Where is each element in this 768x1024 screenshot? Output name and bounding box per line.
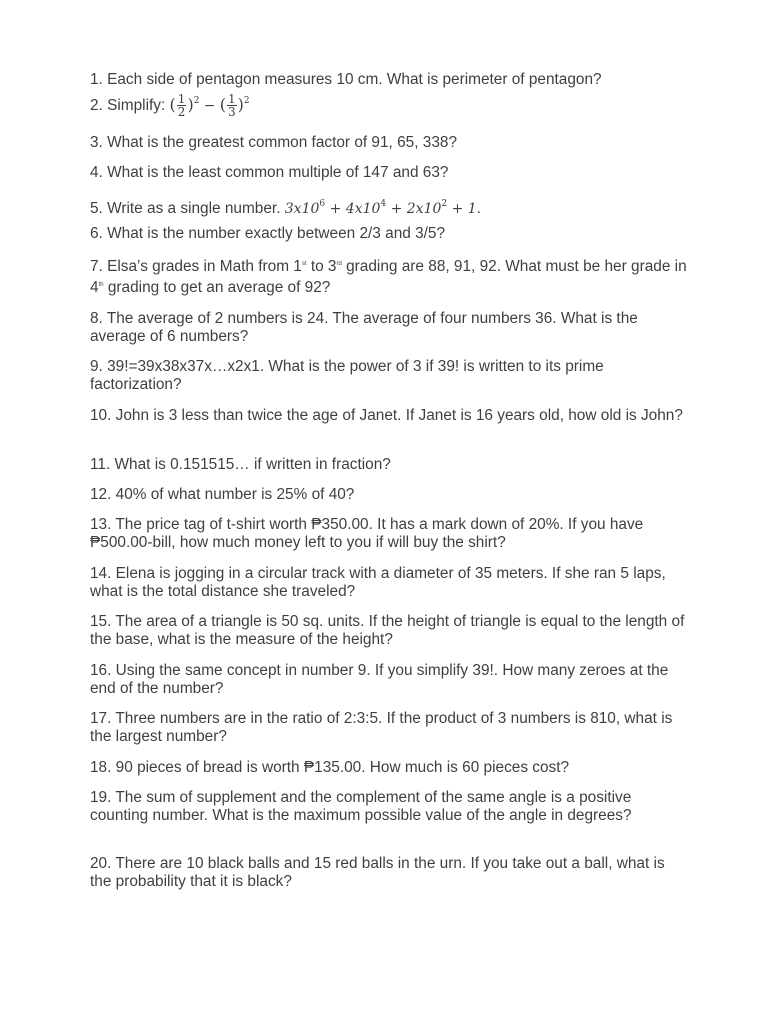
term-3-exponent: 2 [441,199,448,209]
fraction-one-third [227,93,237,118]
question-8: 8. The average of 2 numbers is 24. The average of four numbers 36. What is the average of 6 numbers? [90,310,638,346]
fraction-2-denominator: 3 [227,105,236,120]
question-3: 3. What is the greatest common factor of 91, 65, 338? [90,134,458,151]
term-2: 4x10 [345,201,381,217]
plus-3: + 1 [447,201,477,217]
question-17: 17. Three numbers are in the ratio of 2:3:5. If the product of 3 numbers is 810, what is the largest number? [90,710,673,746]
question-1: 1. Each side of pentagon measures 10 cm. What is perimeter of pentagon? [90,71,602,88]
question-14: 14. Elena is jogging in a circular track with a diameter of 35 meters. If she ran 5 laps, what is the total distance she traveled? [90,565,666,601]
question-4: 4. What is the least common multiple of 147 and 63? [90,164,449,181]
term-3: 2x10 [406,201,442,217]
question-12: 12. 40% of what number is 25% of 40? [90,486,355,503]
question-5-prefix: 5. Write as a single number. [90,200,285,217]
question-7-part-c: grading are 88, 91, 92. What must be her grade in 4 [90,258,687,297]
period: . [476,200,481,217]
close-paren: ) [187,95,194,114]
question-11: 11. What is 0.151515… if written in fraction? [90,456,391,473]
question-16: 16. Using the same concept in number 9. If you simplify 39!. How many zeroes at the end of the number? [90,662,669,698]
fraction-2-numerator: 1 [227,92,236,107]
minus-sign: − [203,98,216,114]
question-13: 13. The price tag of t-shirt worth ₱350.00. It has a mark down of 20%. If you have ₱500.00-bill, how much money left to you if will buy the shirt? [90,516,644,552]
question-7 [90,255,690,298]
question-18: 18. 90 pieces of bread is worth ₱135.00. How much is 60 pieces cost? [90,759,570,776]
ordinal-th: th [98,282,104,289]
open-paren: ( [219,95,226,114]
plus-2: + [386,201,407,217]
plus-1: + [325,201,346,217]
question-6: 6. What is the number exactly between 2/3 and 3/5? [90,225,446,242]
fraction-1-denominator: 2 [177,105,186,120]
ordinal-rd: rd [336,261,342,267]
question-2 [90,92,690,118]
question-20: 20. There are 10 black balls and 15 red balls in the urn. If you take out a ball, what is the probability that it is black? [90,855,665,891]
term-2-exponent: 4 [380,199,387,209]
open-paren: ( [169,95,176,114]
question-7-part-a: 7. Elsa’s grades in Math from 1 [90,258,302,275]
question-7-part-b: to 3 [306,258,337,275]
question-19: 19. The sum of supplement and the complement of the same angle is a positive counting number. What is the maximum possible value of the angle in degrees? [90,789,632,825]
question-5 [90,195,690,218]
exponent-1: 2 [193,96,200,106]
question-2-prefix: 2. Simplify: [90,97,170,114]
term-1-exponent: 6 [319,199,326,209]
exponent-2: 2 [243,96,250,106]
question-15: 15. The area of a triangle is 50 sq. units. If the height of triangle is equal to the length of the base, what is the measure of the height? [90,613,685,649]
close-paren: ) [237,95,244,114]
question-10: 10. John is 3 less than twice the age of Janet. If Janet is 16 years old, how old is John? [90,407,683,424]
ordinal-st: st [301,261,307,267]
term-1: 3x10 [284,201,320,217]
fraction-1-numerator: 1 [177,92,186,107]
question-7-part-d: grading to get an average of 92? [103,279,331,297]
fraction-one-half [177,93,187,118]
question-9: 9. 39!=39x38x37x…x2x1. What is the power of 3 if 39! is written to its prime factorization? [90,358,604,394]
